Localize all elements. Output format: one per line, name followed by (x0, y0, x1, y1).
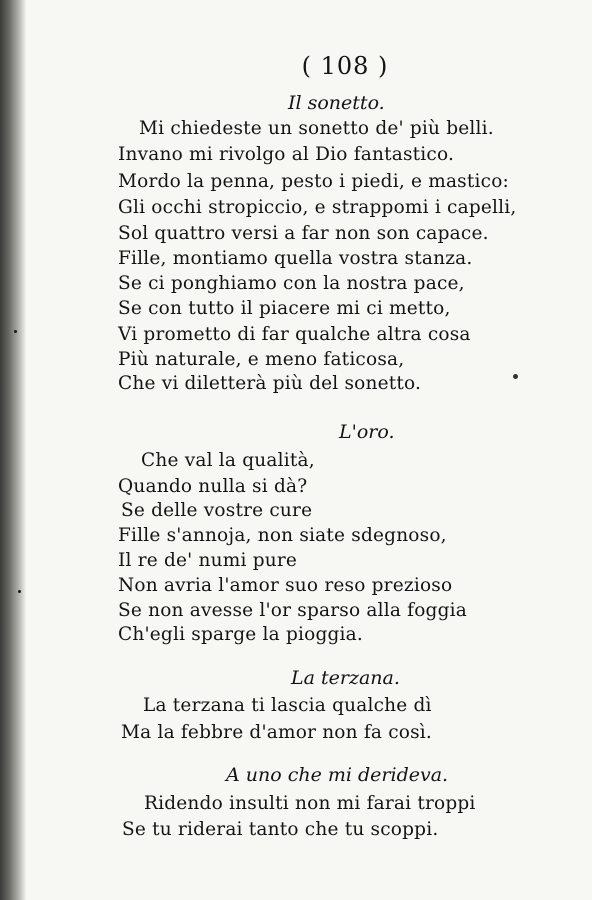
poem-line: Vi prometto di far qualche altra cosa (118, 324, 471, 345)
poem-line: Gli occhi stropiccio, e strappomi i capelli, (118, 197, 517, 218)
poem-line: La terzana ti lascia qualche dì (143, 695, 432, 716)
poem-line: Se ci ponghiamo con la nostra pace, (118, 273, 465, 294)
poem-line: Se non avesse l'or sparso alla foggia (118, 600, 467, 621)
poem-line: Sol quattro versi a far non son capace. (118, 223, 489, 244)
poem-line: Se tu riderai tanto che tu scoppi. (122, 819, 439, 840)
poem-line: Se con tutto il piacere mi ci metto, (118, 298, 451, 319)
page-number: ( 108 ) (301, 52, 389, 80)
poem-line: Quando nulla si dà? (118, 476, 308, 497)
poem-line: Fille s'annoja, non siate sdegnoso, (118, 525, 447, 546)
poem-line: Più naturale, e meno faticosa, (118, 349, 405, 370)
poem-line: Non avria l'amor suo reso prezioso (118, 575, 453, 596)
poem-line: Mi chiedeste un sonetto de' più belli. (139, 118, 494, 139)
poem-line: Se delle vostre cure (121, 500, 313, 521)
poem-line: Il re de' numi pure (118, 550, 298, 571)
ink-spot (513, 374, 518, 379)
poem-line: Fille, montiamo quella vostra stanza. (118, 248, 473, 269)
poem-title: La terzana. (291, 667, 400, 689)
poem-line: Ma la febbre d'amor non fa così. (121, 722, 432, 743)
poem-line: Ch'egli sparge la pioggia. (118, 624, 363, 645)
poem-line: Che vi diletterà più del sonetto. (118, 373, 422, 394)
poem-line: Mordo la penna, pesto i piedi, e mastico: (118, 171, 509, 192)
poem-line: Che val la qualità, (141, 450, 315, 471)
poem-line: Invano mi rivolgo al Dio fantastico. (118, 144, 455, 165)
poem-title: A uno che mi derideva. (226, 764, 449, 786)
poem-title: Il sonetto. (288, 92, 385, 114)
poem-title: L'oro. (339, 421, 395, 443)
poem-line: Ridendo insulti non mi farai troppi (144, 793, 476, 814)
